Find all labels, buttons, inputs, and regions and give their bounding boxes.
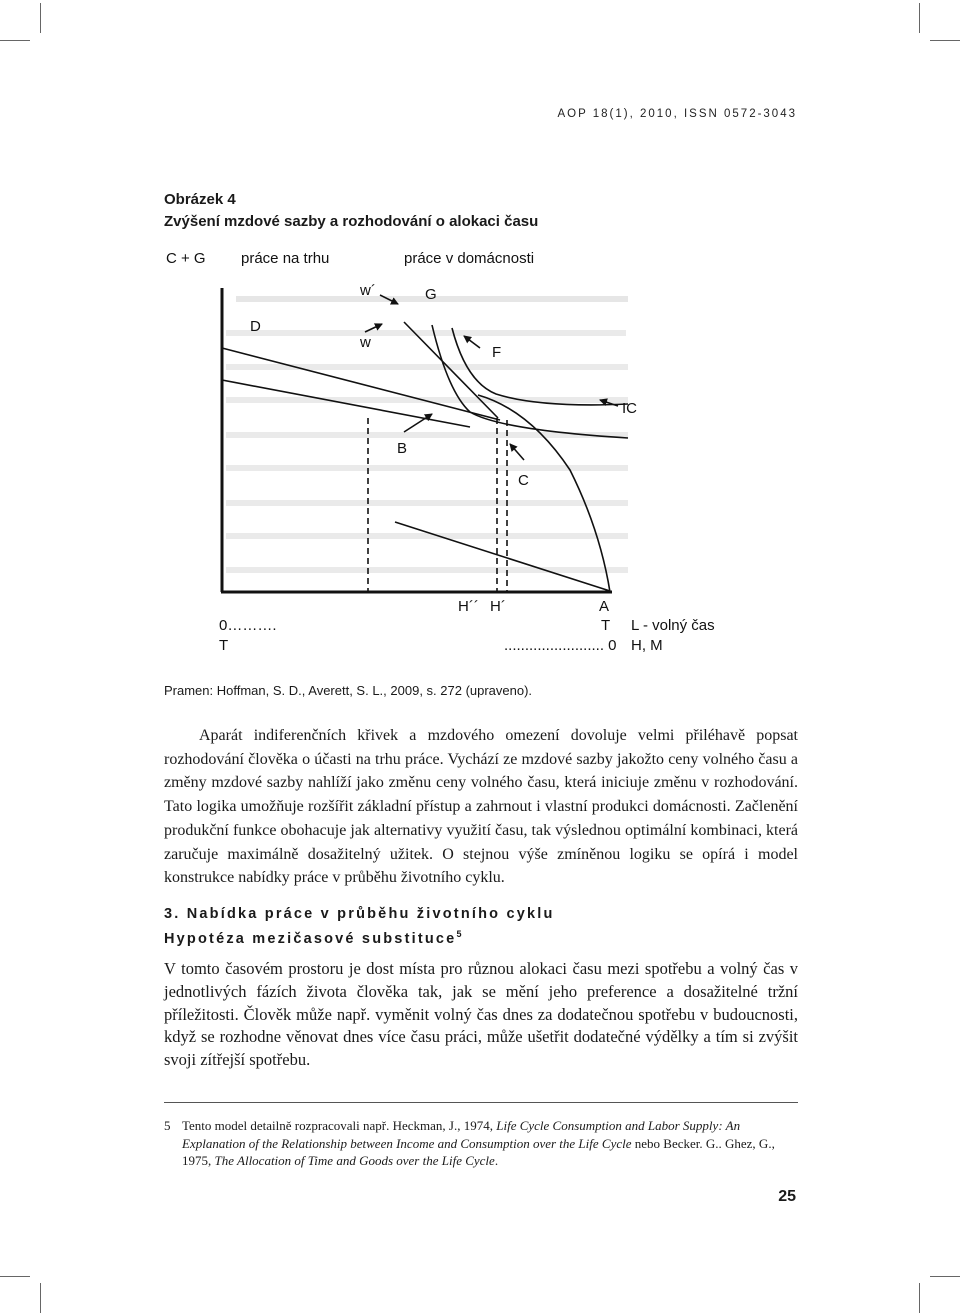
label-g: G <box>425 286 437 303</box>
paragraph-2: V tomto časovém prostoru je dost místa pro různou alokaci času mezi spotřebu a volný čas v jednotlivých fázích života člověka tak, jak se mění jeho preference a dosažitelné tržní příležitosti. Člověk může např. vyměnit volný čas dnes za dodatečnou spotřebu v budoucnosti, když se rozhodne věnovat dnes více času práci, může ušetřit dodatečné výdělky a tím si zvýšit svoji zítřejší spotřebu. <box>164 959 798 1070</box>
section-subheading <box>164 929 461 947</box>
label-d: D <box>250 318 261 335</box>
label-cg: C + G <box>166 250 206 267</box>
crop-mark <box>0 1276 30 1277</box>
footnote-title-2: The Allocation of Time and Goods over the Life Cycle <box>214 1153 495 1168</box>
label-f: F <box>492 344 502 361</box>
footnote-text <box>182 1117 798 1170</box>
label-w-prime: w´ <box>360 282 376 299</box>
label-t-right: T <box>601 617 611 634</box>
crop-mark <box>40 1283 41 1313</box>
label-h-double-prime: H´´ <box>458 598 479 615</box>
label-ic: IC <box>622 400 637 417</box>
label-a: A <box>599 598 610 615</box>
label-t-left: T <box>219 637 229 654</box>
label-zero-right: ........................ 0 <box>504 637 617 654</box>
label-w: w <box>360 334 371 351</box>
page-number: 25 <box>778 1188 796 1205</box>
footnote-ref[interactable]: 5 <box>456 929 462 939</box>
label-market-work: práce na trhu <box>241 250 330 267</box>
footnote-number: 5 <box>164 1118 171 1133</box>
subheading-text: Hypotéza mezičasové substituce <box>164 930 457 947</box>
footnote <box>164 1117 798 1170</box>
figure-title: Zvýšení mzdové sazby a rozhodování o alokaci času <box>164 213 539 230</box>
footnote-title-1: Life Cycle Consumption and Labor Supply: An Explanation of the Relationship between Income and Consumption over the Life Cycle <box>182 1118 741 1151</box>
section-heading: 3. Nabídka práce v průběhu životního cyklu <box>164 906 555 922</box>
budget-line-lower <box>222 380 470 427</box>
crop-mark <box>930 1276 960 1277</box>
paragraph-1: Aparát indiferenčních křivek a mzdového omezení dovoluje velmi přiléhavě popsat rozhodování člověka o účasti na trhu práce. Vychází ze mzdové sazby jakožto ceny volného času a změny mzdové sazby nahlíží jako změnu ceny volného času, která iniciuje změnu v rozhodování. Tato logika umožňuje rozšířit základní přístup a zahrnout i vlastní produkci domácnosti. Začlenění produkční funkce obohacuje jak alternativy využití času, tak výslednou optimální kombinaci, která zaručuje maximálně dosažitelný užitek. O stejnou výše zmíněnou logiku se opírá i model konstrukce nabídky práce v průběhu životního cyklu. <box>164 727 798 887</box>
label-leisure: L - volný čas <box>631 617 715 634</box>
footnote-part: Tento model detailně rozpracovali např. Heckman, J., 1974, <box>182 1118 497 1133</box>
figure-label: Obrázek 4 <box>164 191 236 208</box>
label-home-work: práce v domácnosti <box>404 250 535 267</box>
label-zero-left: 0………. <box>219 617 277 634</box>
journal-header: AOP 18(1), 2010, ISSN 0572-3043 <box>557 108 797 120</box>
footnote-part: . <box>494 1153 499 1168</box>
budget-line-d <box>222 348 500 420</box>
footnote-rule <box>164 1102 798 1103</box>
figure-source: Pramen: Hoffman, S. D., Averett, S. L., 2009, s. 272 (upraveno). <box>164 683 533 698</box>
arrow-f <box>464 336 480 348</box>
label-b: B <box>397 440 408 457</box>
label-h-prime: H´ <box>490 598 506 615</box>
footnote-part: nebo Becker. G.. Ghez, G., 1975, <box>182 1135 775 1168</box>
label-c: C <box>518 472 529 489</box>
crop-mark <box>919 1283 920 1313</box>
budget-line-bottom <box>395 522 610 591</box>
arrow-c <box>510 444 524 460</box>
label-hm: H, M <box>631 637 663 654</box>
